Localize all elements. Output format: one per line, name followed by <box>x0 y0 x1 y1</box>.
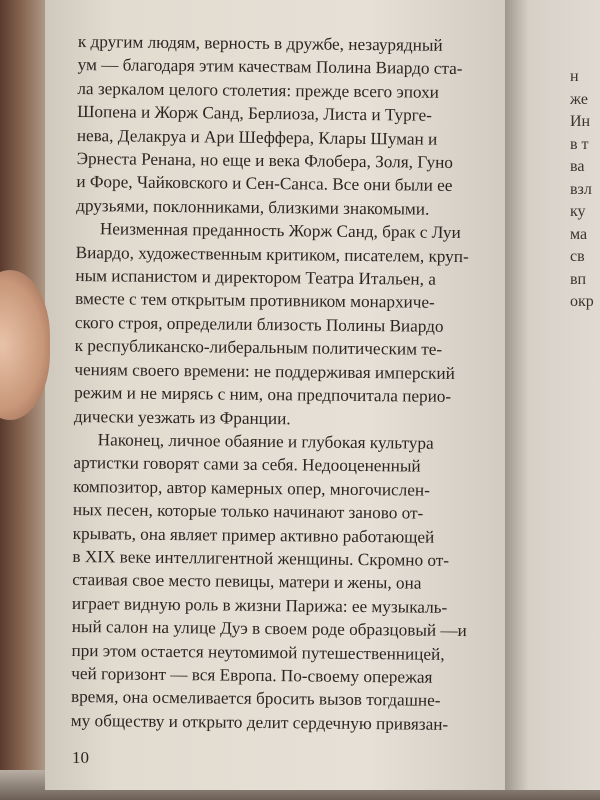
text-fragment: взл <box>570 180 592 198</box>
text-line: ского строя, определили близость Полины Виардо <box>74 312 444 336</box>
text-fragment: Ин <box>570 113 591 130</box>
text-line: артистки говорят сами за себя. Недооцененный <box>73 453 421 476</box>
text-line: к другим людям, верность в дружбе, незаурядный <box>77 31 443 55</box>
text-line: композитор, автор камерных опер, многочислен- <box>73 476 430 500</box>
text-line: играет видную роль в жизни Парижа: ее музыкаль- <box>71 593 448 617</box>
right-page-text <box>570 66 594 314</box>
page-text <box>71 30 478 736</box>
text-line: стаивая свое место певицы, матери и жены, она <box>72 570 422 593</box>
text-fragment: окр <box>570 293 594 310</box>
text-line: при этом остается неутомимой путешественницей, <box>71 640 445 664</box>
paragraph-1 <box>76 30 478 221</box>
text-line: му обществу и открыто делит сердечную привязан- <box>70 710 449 734</box>
text-fragment: ма <box>570 225 588 243</box>
text-fragment: в т <box>570 135 589 153</box>
text-line: вместе с тем открытым противником монархиче- <box>75 289 435 313</box>
text-line: в XIX веке интеллигентной женщины. Скромно от- <box>72 546 450 570</box>
paragraph-2 <box>74 217 476 432</box>
text-line: ла зеркалом целого столетия: прежде всего эпохи <box>77 78 440 102</box>
text-line: ным испанистом и директором Театра Итальен, а <box>75 266 437 289</box>
text-line: Шопена и Жорж Санд, Берлиоза, Листа и Турге- <box>77 102 433 125</box>
text-line: ум — благодаря этим качествам Полина Виардо ста- <box>77 55 463 79</box>
text-line: друзьями, поклонниками, близкими знакомыми. <box>76 195 430 219</box>
text-line: Виардо, художественным критиком, писателем, круп- <box>75 242 469 266</box>
text-line: и Форе, Чайковского и Сен-Санса. Все они были ее <box>76 172 453 196</box>
text-line: Наконец, личное обаяние и глубокая культура <box>97 430 434 453</box>
text-line: чей горизонт — вся Европа. По-своему опережая <box>71 663 433 687</box>
paragraph-3 <box>71 428 474 736</box>
text-fragment: св <box>570 248 585 265</box>
text-line: время, она осмеливается бросить вызов тогдашне- <box>70 687 441 711</box>
text-line: режим и не мирясь с ним, она предпочитала перио- <box>74 383 452 407</box>
text-fragment: вп <box>570 270 587 288</box>
text-line: нева, Делакруа и Ари Шеффера, Клары Шуман и <box>76 125 438 149</box>
text-line: чениям своего времени: не поддерживая имперский <box>74 359 455 383</box>
text-line: к республиканско-либеральным политическим те- <box>74 336 443 360</box>
page-number: 10 <box>72 748 89 767</box>
text-line: крывать, она являет пример активно работающей <box>72 523 435 547</box>
text-line: Эрнеста Ренана, но еще и века Флобера, Золя, Гуно <box>76 149 454 172</box>
text-fragment: же <box>570 90 588 108</box>
text-line: ный салон на улице Дуэ в своем роде образцовый —и <box>71 617 467 641</box>
text-fragment: ва <box>570 158 585 175</box>
text-line: дически уезжать из Франции. <box>73 406 291 428</box>
text-line: Неизменная преданность Жорж Санд, брак с Луи <box>99 219 461 243</box>
text-fragment: ку <box>570 203 586 220</box>
text-line: ных песен, которые только начинают заново от- <box>72 500 424 523</box>
text-fragment: н <box>570 68 579 85</box>
